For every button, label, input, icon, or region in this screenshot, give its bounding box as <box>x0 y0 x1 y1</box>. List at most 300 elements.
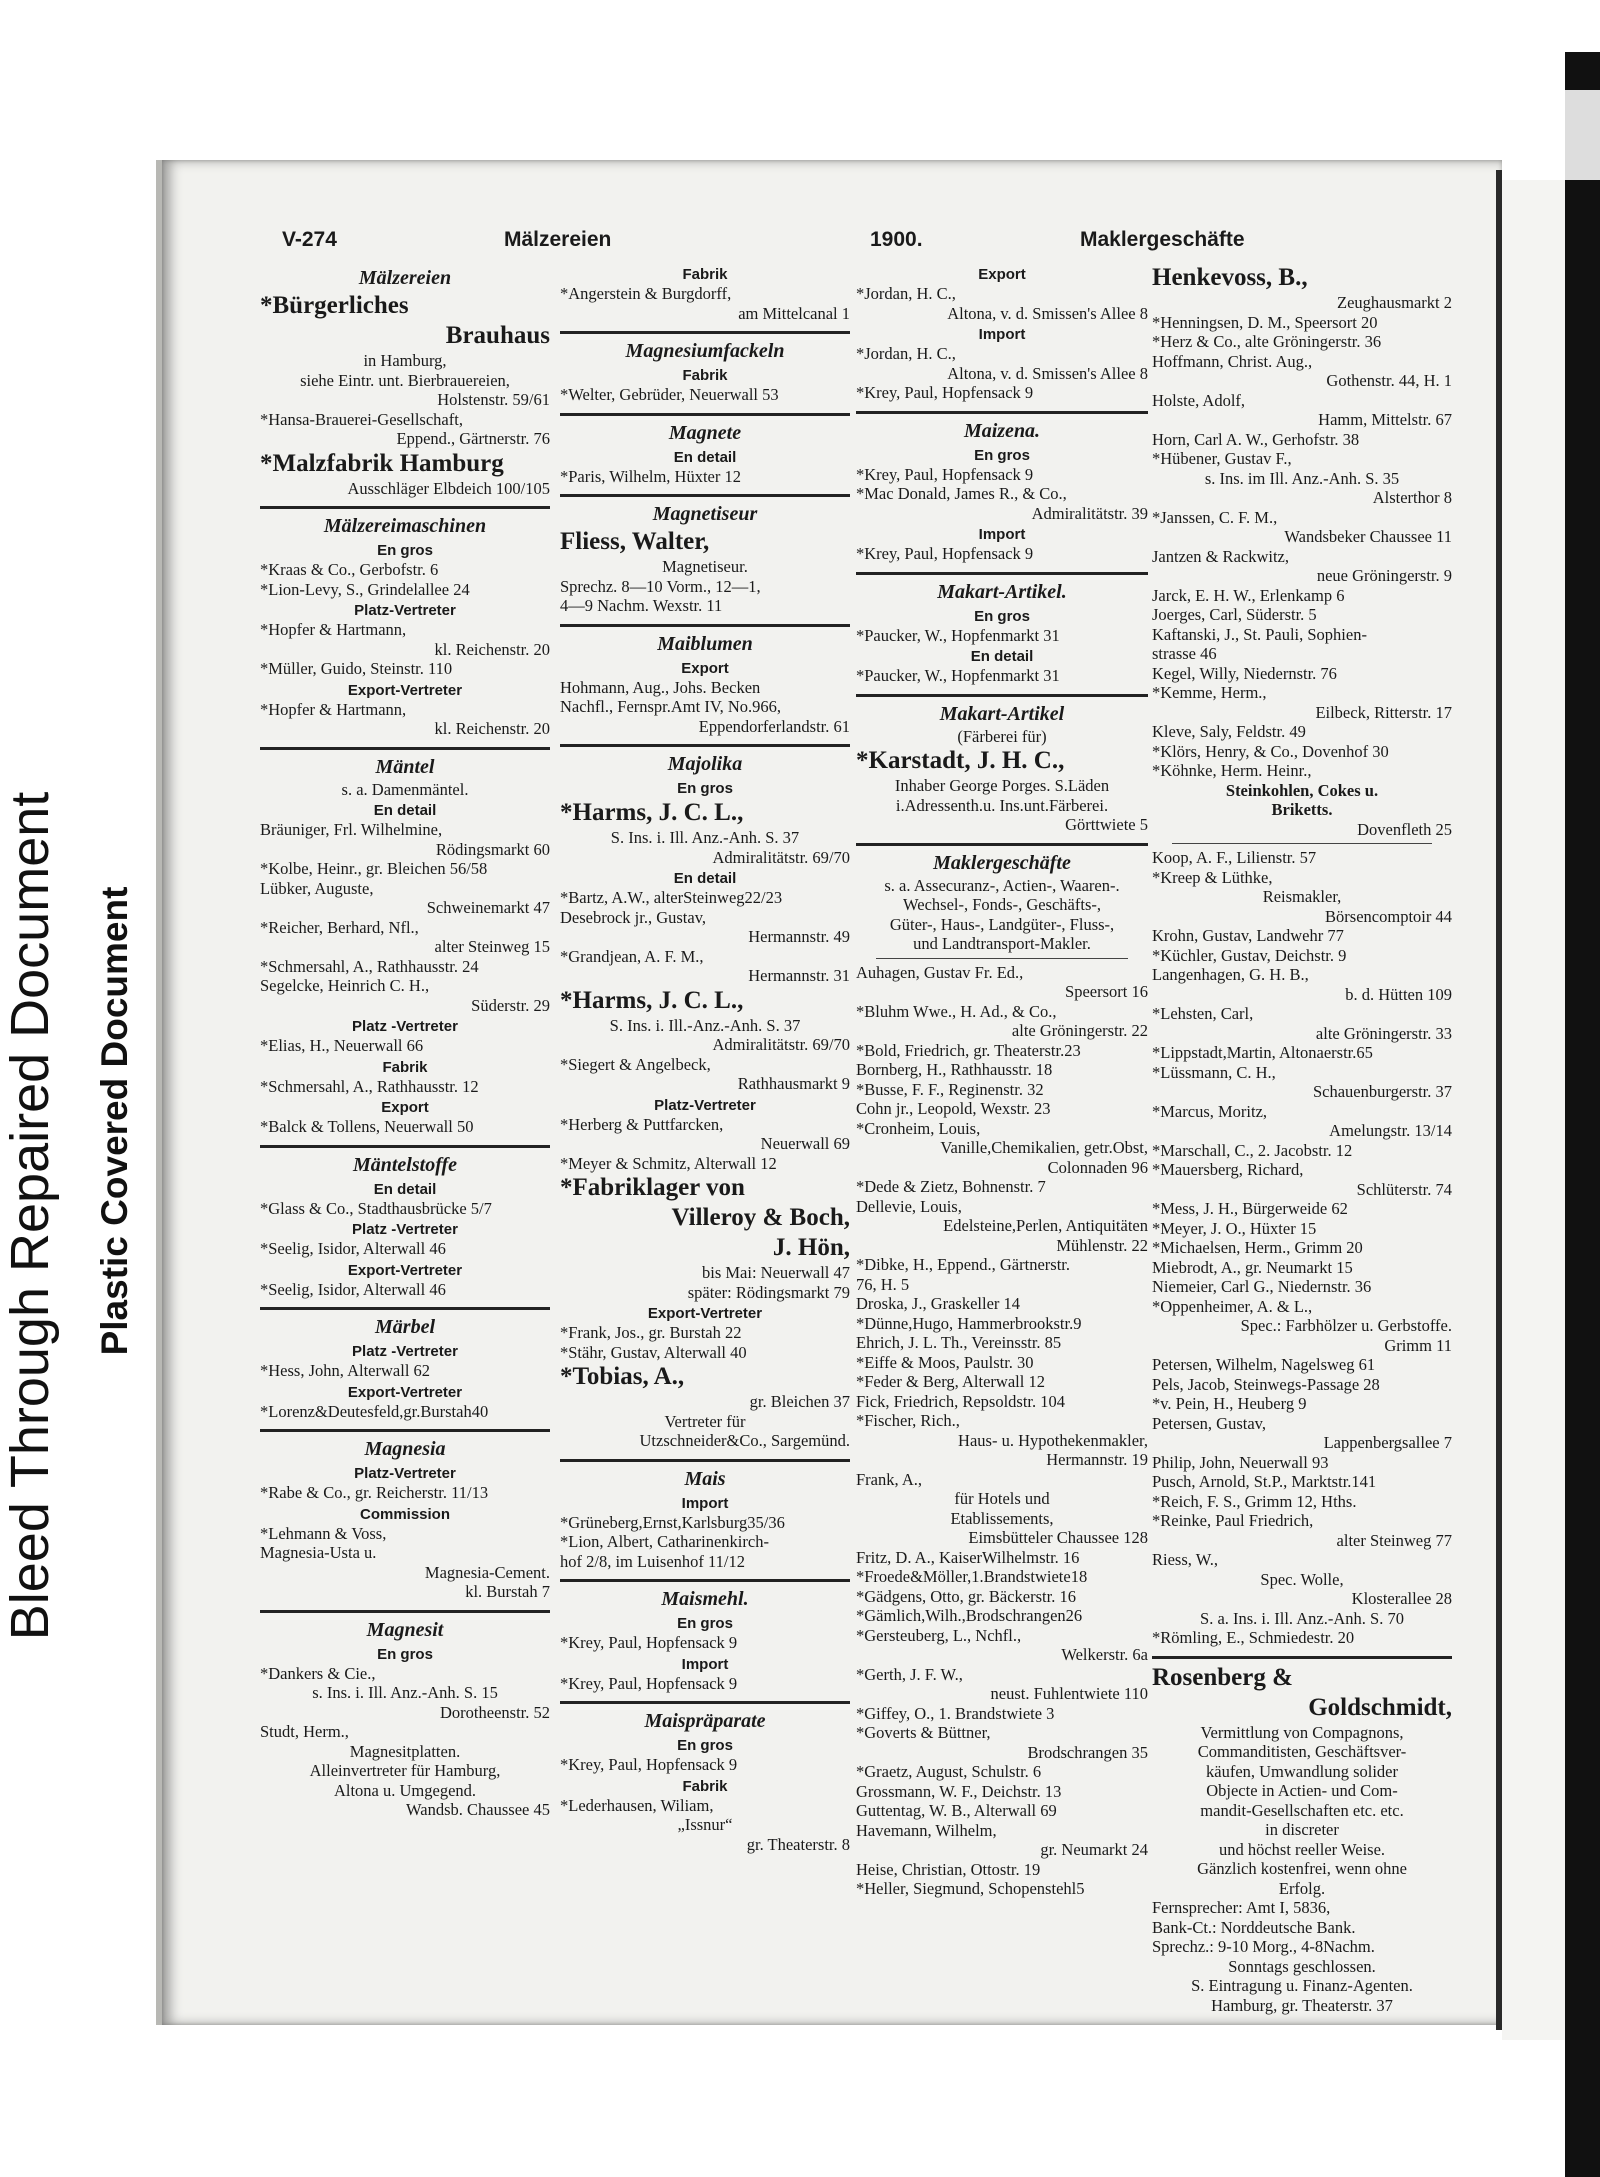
column-4 <box>1152 263 1452 2015</box>
section-heading: Magnesiumfackeln <box>625 340 785 362</box>
subheading: Commission <box>359 1505 450 1523</box>
section-rule <box>560 1579 850 1582</box>
centered-line: in Hamburg, <box>363 351 447 370</box>
subheading: Export <box>381 1099 429 1116</box>
entry-line: *Herberg & Puttfarcken, <box>560 1114 724 1134</box>
centered-line: S. a. Ins. i. Ill. Anz.-Anh. S. 70 <box>1200 1608 1404 1628</box>
featured-entry: Henkevoss, B., <box>1152 264 1308 291</box>
entry-continuation: Alsterthor 8 <box>1372 488 1452 507</box>
entry-continuation: Lappenbergsallee 7 <box>1323 1433 1452 1452</box>
section-rule <box>260 1145 550 1148</box>
header-right-title: Maklergeschäfte <box>1080 228 1245 251</box>
entry-continuation: Utzschneider&Co., Sargemünd. <box>639 1431 850 1450</box>
featured-entry: Fliess, Walter, <box>560 528 710 555</box>
entry-line: Petersen, Gustav, <box>1152 1413 1266 1433</box>
entry-line: hof 2/8, im Luisenhof 11/12 <box>560 1551 745 1571</box>
centered-line: in discreter <box>1265 1820 1339 1839</box>
subheading: Fabrik <box>382 1058 428 1076</box>
entry-line: Philip, John, Neuerwall 93 <box>1152 1452 1329 1472</box>
entry-continuation: alter Steinweg 77 <box>1336 1530 1452 1550</box>
section-heading: Maismehl. <box>661 1588 749 1610</box>
entry-continuation: Hermannstr. 31 <box>748 966 850 985</box>
entry-line: *Krey, Paul, Hopfensack 9 <box>560 1633 738 1652</box>
entry-line: *Lehmann & Voss, <box>260 1523 387 1543</box>
entry-line: *Hopfer & Hartmann, <box>260 699 407 719</box>
subheading: Import <box>978 326 1026 343</box>
entry-line: *Meyer & Schmitz, Alterwall 12 <box>560 1153 777 1173</box>
section-rule <box>260 1429 550 1432</box>
entry-line: *Paris, Wilhelm, Hüxter 12 <box>560 466 741 486</box>
subheading: En detail <box>673 448 737 466</box>
entry-continuation: Schauenburgerstr. 37 <box>1312 1082 1452 1101</box>
entry-continuation: Wandsbeker Chaussee 11 <box>1284 527 1452 546</box>
entry-line: *Küchler, Gustav, Deichstr. 9 <box>1152 945 1347 965</box>
entry-line: Havemann, Wilhelm, <box>856 1820 997 1840</box>
centered-line: Objecte in Actien- und Com- <box>1206 1781 1398 1800</box>
entry-continuation: kl. Reichenstr. 20 <box>434 639 550 659</box>
featured-entry: *Tobias, A., <box>560 1363 685 1390</box>
entry-line: *Lion, Albert, Catharinenkirch- <box>560 1532 769 1551</box>
centered-line: Spec. Wolle, <box>1260 1569 1344 1589</box>
subheading: Import <box>978 526 1026 543</box>
entry-line: Bank-Ct.: Norddeutsche Bank. <box>1152 1917 1356 1937</box>
side-label-text-2: Plastic Covered Document <box>94 886 135 1356</box>
entry-continuation: Eilbeck, Ritterstr. 17 <box>1315 702 1452 722</box>
entry-continuation: Klosterallee 28 <box>1351 1589 1452 1608</box>
entry-line: *Busse, F. F., Reginenstr. 32 <box>856 1079 1044 1099</box>
centered-line: Magnetiseur. <box>662 557 748 576</box>
entry-continuation: neust. Fuhlentwiete 110 <box>990 1684 1148 1703</box>
entry-continuation: Rathhausmarkt 9 <box>737 1074 850 1093</box>
centered-line: käufen, Umwandlung solider <box>1206 1761 1398 1781</box>
section-heading: Magnete <box>668 421 742 444</box>
entry-line: Bräuniger, Frl. Wilhelmine, <box>260 820 443 839</box>
centered-line: Reismakler, <box>1262 887 1342 906</box>
featured-entry: *Harms, J. C. L., <box>560 986 744 1014</box>
entry-line: *v. Pein, H., Heuberg 9 <box>1152 1394 1307 1413</box>
entry-line: *Bold, Friedrich, gr. Theaterstr.23 <box>856 1040 1081 1060</box>
subheading: Export <box>681 659 729 677</box>
entry-continuation: Edelsteine,Perlen, Antiquitäten <box>943 1216 1148 1235</box>
entry-line: *Siegert & Angelbeck, <box>560 1054 711 1074</box>
entry-line: Hoffmann, Christ. Aug., <box>1152 351 1313 371</box>
entry-line: *Bartz, A.W., alterSteinweg22/23 <box>560 888 783 907</box>
centered-line: Wechsel-, Fonds-, Geschäfts-, <box>903 895 1101 914</box>
entry-line: *Fischer, Rich., <box>856 1411 960 1430</box>
entry-line: Fritz, D. A., KaiserWilhelmstr. 16 <box>856 1547 1080 1567</box>
centered-line: s. Ins. i. Ill. Anz.-Anh. S. 15 <box>312 1683 498 1702</box>
entry-line: *Krey, Paul, Hopfensack 9 <box>856 383 1034 402</box>
entry-continuation: Dovenfleth 25 <box>1357 819 1452 839</box>
entry-continuation: Haus- u. Hypothekenmakler, <box>958 1430 1148 1450</box>
header-year: 1900. <box>870 228 923 251</box>
entry-line: *Lüssmann, C. H., <box>1152 1062 1276 1082</box>
featured-line: Steinkohlen, Cokes u. <box>1225 780 1379 800</box>
featured-entry: *Fabriklager von <box>560 1174 745 1201</box>
entry-line: *Mac Donald, James R., & Co., <box>856 484 1067 503</box>
entry-line: *Jordan, H. C., <box>856 344 956 363</box>
entry-line: *Jordan, H. C., <box>856 284 956 303</box>
entry-continuation: b. d. Hütten 109 <box>1345 984 1452 1004</box>
entry-continuation: Hermannstr. 49 <box>748 927 850 946</box>
subheading: Fabrik <box>682 367 728 384</box>
subheading: En gros <box>974 446 1030 464</box>
featured-entry: *Malzfabrik Hamburg <box>260 449 504 477</box>
entry-line: *Dede & Zietz, Bohnenstr. 7 <box>856 1177 1046 1196</box>
entry-continuation: Börsencomptoir 44 <box>1325 906 1452 926</box>
entry-line: *Kreep & Lüthke, <box>1152 867 1273 887</box>
entry-line: *Krey, Paul, Hopfensack 9 <box>856 464 1034 484</box>
centered-line: Güter-, Haus-, Landgüter-, Fluss-, <box>889 914 1115 934</box>
subheading: En gros <box>377 1645 433 1663</box>
entry-continuation: Speersort 16 <box>1065 982 1148 1001</box>
entry-continuation: Admiralitätstr. 39 <box>1031 503 1148 523</box>
scan-edge-light <box>1565 90 1600 180</box>
centered-line: Hamburg, gr. Theaterstr. 37 <box>1211 1995 1393 2015</box>
featured-entry: *Harms, J. C. L., <box>560 799 744 826</box>
centered-line: i.Adressenth.u. Ins.unt.Färberei. <box>895 795 1109 815</box>
section-heading: Mäntel <box>375 755 435 778</box>
entry-line: *Janssen, C. F. M., <box>1152 507 1278 527</box>
entry-line: *Welter, Gebrüder, Neuerwall 53 <box>560 385 779 404</box>
subheading: Fabrik <box>682 1777 728 1795</box>
entry-line: Koop, A. F., Lilienstr. 57 <box>1152 848 1317 867</box>
entry-continuation: später: Rödingsmarkt 79 <box>687 1282 850 1302</box>
entry-line: Fernsprecher: Amt I, 5836, <box>1152 1898 1331 1917</box>
entry-line: *Dibke, H., Eppend., Gärtnerstr. <box>856 1255 1070 1274</box>
section-rule <box>560 744 850 747</box>
entry-line: *Herz & Co., alte Gröningerstr. 36 <box>1152 332 1382 351</box>
entry-line: *Hopfer & Hartmann, <box>260 620 407 639</box>
section-heading: Mälzereimaschinen <box>323 515 487 537</box>
section-heading: Mais <box>684 1467 726 1490</box>
entry-line: strasse 46 <box>1152 644 1217 663</box>
entry-line: Sprechz. 8—10 Vorm., 12—1, <box>560 576 761 596</box>
section-rule <box>560 1459 850 1462</box>
section-heading: Magnesit <box>366 1618 444 1641</box>
entry-continuation: alte Gröningerstr. 33 <box>1315 1023 1452 1043</box>
entry-line: Droska, J., Graskeller 14 <box>856 1294 1021 1313</box>
subheading: En gros <box>677 1615 733 1632</box>
entry-continuation: Admiralitätstr. 69/70 <box>712 1035 850 1054</box>
section-rule <box>260 1307 550 1310</box>
entry-line: *Köhnke, Herm. Heinr., <box>1152 761 1312 780</box>
entry-line: *Grandjean, A. F. M., <box>560 946 704 966</box>
section-rule <box>260 747 550 750</box>
entry-line: *Henningsen, D. M., Speersort 20 <box>1152 312 1378 332</box>
entry-line: Jantzen & Rackwitz, <box>1152 546 1289 566</box>
entry-continuation: alte Gröningerstr. 22 <box>1011 1021 1148 1040</box>
section-rule <box>260 1610 550 1613</box>
entry-line: Frank, A., <box>856 1469 922 1489</box>
entry-continuation: Altona, v. d. Smissen's Allee 8 <box>947 303 1148 323</box>
entry-continuation: Grimm 11 <box>1384 1335 1452 1355</box>
subheading: Platz-Vertreter <box>654 1096 756 1114</box>
page-header <box>282 228 1432 258</box>
entry-line: Riess, W., <box>1152 1550 1219 1569</box>
centered-line: s. a. Damenmäntel. <box>341 779 469 799</box>
separator-rule <box>876 958 1128 959</box>
entry-continuation: gr. Bleichen 37 <box>749 1392 850 1411</box>
entry-line: *Angerstein & Burgdorff, <box>560 284 732 303</box>
entry-line: *Bluhm Wwe., H. Ad., & Co., <box>856 1001 1057 1021</box>
featured-entry: *Karstadt, J. H. C., <box>856 747 1065 774</box>
entry-continuation: Görttwiete 5 <box>1065 815 1148 834</box>
featured-entry: Villeroy & Boch, <box>671 1204 850 1231</box>
side-label-bleed-through <box>0 616 61 1816</box>
entry-line: Lübker, Auguste, <box>260 878 374 898</box>
entry-line: Hohmann, Aug., Johs. Becken <box>560 677 761 697</box>
section-heading: Maizena. <box>963 419 1041 442</box>
column-3 <box>856 263 1148 1899</box>
subheading: En gros <box>677 780 733 797</box>
entry-line: *Giffey, O., 1. Brandstwiete 3 <box>856 1703 1055 1723</box>
entry-continuation: Hamm, Mittelstr. 67 <box>1318 410 1452 429</box>
entry-line: *Rabe & Co., gr. Reicherstr. 11/13 <box>260 1483 489 1502</box>
entry-line: *Eiffe & Moos, Paulstr. 30 <box>856 1352 1034 1372</box>
entry-line: 4—9 Nachm. Wexstr. 11 <box>560 596 723 615</box>
subheading: En detail <box>970 648 1034 665</box>
subheading: En gros <box>677 1737 733 1754</box>
centered-line: Erfolg. <box>1278 1878 1326 1898</box>
entry-line: *Klörs, Henry, & Co., Dovenhof 30 <box>1152 741 1389 761</box>
entry-line: *Lion-Levy, S., Grindelallee 24 <box>260 579 470 599</box>
entry-line: Krohn, Gustav, Landwehr 77 <box>1152 926 1344 945</box>
entry-line: *Lippstadt,Martin, Altonaerstr.65 <box>1152 1043 1373 1062</box>
entry-continuation: Altona, v. d. Smissen's Allee 8 <box>947 363 1148 383</box>
entry-line: *Seelig, Isidor, Alterwall 46 <box>260 1279 446 1299</box>
entry-continuation: Brodschrangen 35 <box>1027 1742 1148 1762</box>
entry-continuation: kl. Burstah 7 <box>465 1582 550 1601</box>
entry-line: *Frank, Jos., gr. Burstah 22 <box>560 1323 742 1342</box>
section-rule <box>560 331 850 334</box>
page-number: V-274 <box>282 228 337 251</box>
entry-continuation: Ausschläger Elbdeich 100/105 <box>347 478 550 498</box>
entry-line: *Cronheim, Louis, <box>856 1118 981 1138</box>
centered-line: Altona u. Umgegend. <box>333 1780 477 1800</box>
section-heading: Magnesia <box>364 1438 446 1460</box>
entry-line: *Hansa-Brauerei-Gesellschaft, <box>260 409 463 429</box>
scan-background <box>0 0 1600 52</box>
entry-continuation: Wandsb. Chaussee 45 <box>406 1800 550 1819</box>
entry-continuation: Dorotheenstr. 52 <box>440 1702 550 1722</box>
entry-line: *Stähr, Gustav, Alterwall 40 <box>560 1342 747 1362</box>
section-rule <box>856 572 1148 575</box>
entry-continuation: gr. Theaterstr. 8 <box>746 1834 850 1854</box>
entry-continuation: Magnesia-Cement. <box>424 1562 550 1582</box>
section-heading: Mälzereien <box>358 267 452 289</box>
entry-continuation: Holstenstr. 59/61 <box>437 390 550 409</box>
entry-continuation: Zeughausmarkt 2 <box>1336 293 1452 312</box>
entry-line: Pusch, Arnold, St.P., Marktstr.141 <box>1152 1472 1377 1491</box>
entry-line: Jarck, E. H. W., Erlenkamp 6 <box>1152 585 1345 605</box>
entry-continuation: Spec.: Farbhölzer u. Gerbstoffe. <box>1240 1316 1452 1335</box>
entry-line: Studt, Herm., <box>260 1722 349 1741</box>
featured-entry: Rosenberg & <box>1152 1663 1293 1691</box>
entry-line: Petersen, Wilhelm, Nagelsweg 61 <box>1152 1355 1376 1374</box>
entry-continuation: Gothenstr. 44, H. 1 <box>1326 371 1452 390</box>
side-label-text: Bleed Through Repaired Document <box>0 791 60 1641</box>
scan-edge-dark <box>1565 52 1600 2177</box>
entry-continuation: Welkerstr. 6a <box>1061 1645 1148 1664</box>
entry-line: *Glass & Co., Stadthausbrücke 5/7 <box>260 1198 492 1218</box>
entry-line: *Gädgens, Otto, gr. Bäckerstr. 16 <box>856 1586 1076 1606</box>
entry-continuation: Eppend., Gärtnerstr. 76 <box>396 429 550 448</box>
entry-continuation: Admiralitätstr. 69/70 <box>712 847 850 867</box>
centered-line: für Hotels und <box>954 1489 1050 1508</box>
entry-continuation: Süderstr. 29 <box>471 995 550 1015</box>
entry-line: *Kemme, Herm., <box>1152 683 1267 702</box>
side-label-plastic-covered <box>94 521 136 1721</box>
centered-line: s. a. Assecuranz-, Actien-, Waaren-. <box>884 875 1120 895</box>
entry-line: *Römling, E., Schmiedestr. 20 <box>1152 1628 1355 1647</box>
subheading: Import <box>681 1655 729 1673</box>
entry-line: *Gämlich,Wilh.,Brodschrangen26 <box>856 1606 1083 1625</box>
entry-continuation: Mühlenstr. 22 <box>1056 1235 1148 1255</box>
entry-line: *Lehsten, Carl, <box>1152 1004 1254 1023</box>
entry-line: Pels, Jacob, Steinwegs-Passage 28 <box>1152 1374 1380 1394</box>
entry-line: *Gersteuberg, L., Nchfl., <box>856 1625 1022 1645</box>
section-rule <box>856 411 1148 414</box>
entry-continuation: am Mittelcanal 1 <box>738 303 850 323</box>
subheading: En gros <box>377 542 433 559</box>
entry-continuation: gr. Neumarkt 24 <box>1040 1840 1148 1859</box>
entry-line: *Gerth, J. F. W., <box>856 1664 963 1684</box>
entry-line: *Reich, F. S., Grimm 12, Hths. <box>1152 1491 1357 1511</box>
entry-line: 76, H. 5 <box>856 1274 910 1294</box>
centered-line: Inhaber George Porges. S.Läden <box>894 776 1110 795</box>
entry-line: *Schmersahl, A., Rathhausstr. 12 <box>260 1076 479 1096</box>
centered-line: und Landtransport-Makler. <box>913 934 1091 953</box>
entry-line: *Hess, John, Alterwall 62 <box>260 1361 431 1380</box>
centered-line: s. Ins. im Ill. Anz.-Anh. S. 35 <box>1204 468 1400 488</box>
entry-line: *Graetz, August, Schulstr. 6 <box>856 1762 1042 1781</box>
entry-line: *Paucker, W., Hopfenmarkt 31 <box>856 625 1060 645</box>
subheading: Export-Vertreter <box>647 1305 763 1322</box>
entry-continuation: Vanille,Chemikalien, getr.Obst, <box>940 1138 1148 1157</box>
entry-line: *Lederhausen, Wiliam, <box>560 1795 714 1815</box>
entry-continuation: Colonnaden 96 <box>1047 1157 1148 1177</box>
centered-line: und höchst reeller Weise. <box>1218 1839 1386 1859</box>
entry-continuation: Rödingsmarkt 60 <box>435 839 550 859</box>
entry-line: *Kolbe, Heinr., gr. Bleichen 56/58 <box>260 859 488 878</box>
centered-line: „Issnur“ <box>677 1815 733 1834</box>
entry-line: *Krey, Paul, Hopfensack 9 <box>856 544 1034 563</box>
subheading: Export-Vertreter <box>347 1383 463 1401</box>
centered-line: S. Ins. i. Ill.-Anz.-Anh. S. 37 <box>609 1015 801 1035</box>
section-rule <box>856 694 1148 697</box>
entry-continuation: Hermannstr. 19 <box>1046 1450 1148 1469</box>
entry-line: Magnesia-Usta u. <box>260 1543 377 1562</box>
subheading: Platz-Vertreter <box>354 602 456 619</box>
section-heading: Mäntelstoffe <box>352 1153 458 1176</box>
section-rule <box>560 1701 850 1704</box>
entry-line: Sprechz.: 9-10 Morg., 4-8Nachm. <box>1152 1937 1375 1956</box>
entry-continuation: bis Mai: Neuerwall 47 <box>701 1263 850 1282</box>
featured-entry: J. Hön, <box>772 1234 850 1261</box>
entry-line: *Heller, Siegmund, Schopenstehl5 <box>856 1879 1085 1898</box>
entry-line: *Meyer, J. O., Hüxter 15 <box>1152 1218 1317 1238</box>
centered-line: S. Ins. i. Ill. Anz.-Anh. S. 37 <box>610 828 800 847</box>
section-rule <box>560 494 850 497</box>
centered-line: S. Eintragung u. Finanz-Agenten. <box>1191 1976 1413 1995</box>
centered-line: Alleinvertreter für Hamburg, <box>309 1761 501 1780</box>
subheading: Platz -Vertreter <box>352 1018 458 1035</box>
entry-line: Heise, Christian, Ottostr. 19 <box>856 1859 1041 1879</box>
section-heading: Maispräparate <box>644 1710 766 1732</box>
entry-line: *Mauersberg, Richard, <box>1152 1160 1304 1179</box>
section-heading: Maiblumen <box>657 632 753 655</box>
entry-line: Langenhagen, G. H. B., <box>1152 965 1309 984</box>
subheading: Platz -Vertreter <box>352 1221 458 1238</box>
entry-line: *Lorenz&Deutesfeld,gr.Burstah40 <box>260 1401 489 1421</box>
entry-line: Cohn jr., Leopold, Wexstr. 23 <box>856 1099 1051 1118</box>
section-heading: Majolika <box>667 753 743 775</box>
entry-line: Dellevie, Louis, <box>856 1196 962 1216</box>
section-rule <box>260 506 550 509</box>
subheading: Import <box>681 1494 729 1512</box>
entry-line: Guttentag, W. B., Alterwall 69 <box>856 1801 1057 1820</box>
entry-continuation: Eppendorferlandstr. 61 <box>698 716 850 736</box>
centered-line: Etablissements, <box>950 1508 1054 1528</box>
subheading: En detail <box>673 870 737 887</box>
subheading: Export <box>978 266 1026 283</box>
entry-line: Segelcke, Heinrich C. H., <box>260 976 430 995</box>
column-2 <box>560 263 850 1854</box>
entry-line: *Reicher, Berhard, Nfl., <box>260 917 419 937</box>
subheading: Export-Vertreter <box>347 681 463 699</box>
section-heading: Makart-Artikel. <box>937 580 1067 603</box>
section-heading: Magnetiseur <box>652 503 758 525</box>
subheading: En detail <box>373 1180 437 1198</box>
centered-line: Vermittlung von Compagnons, <box>1200 1722 1404 1742</box>
entry-line: Fick, Friedrich, Repsoldstr. 104 <box>856 1391 1065 1411</box>
subheading: Platz-Vertreter <box>354 1465 456 1482</box>
entry-continuation: alter Steinweg 15 <box>434 937 550 956</box>
entry-line: *Marcus, Moritz, <box>1152 1101 1268 1121</box>
entry-continuation: Eimsbütteler Chaussee 128 <box>968 1528 1148 1547</box>
column-1 <box>260 263 550 1820</box>
entry-line: *Kraas & Co., Gerbofstr. 6 <box>260 560 439 579</box>
entry-line: Miebrodt, A., gr. Neumarkt 15 <box>1152 1257 1353 1277</box>
subheading: Fabrik <box>682 266 728 283</box>
entry-line: *Balck & Tollens, Neuerwall 50 <box>260 1117 474 1136</box>
entry-line: *Paucker, W., Hopfenmarkt 31 <box>856 666 1060 685</box>
separator-rule <box>1172 843 1432 844</box>
section-rule <box>560 413 850 416</box>
subheading: Platz -Vertreter <box>352 1343 458 1360</box>
centered-line: (Färberei für) <box>957 726 1047 746</box>
entry-line: *Müller, Guido, Steinstr. 110 <box>260 659 453 678</box>
entry-line: *Krey, Paul, Hopfensack 9 <box>560 1673 738 1693</box>
entry-line: Ehrich, J. L. Th., Vereinsstr. 85 <box>856 1333 1062 1352</box>
section-heading: Makart-Artikel <box>939 702 1065 725</box>
entry-line: *Mess, J. H., Bürgerweide 62 <box>1152 1199 1348 1218</box>
header-left-title: Mälzereien <box>504 228 612 251</box>
entry-line: *Feder & Berg, Alterwall 12 <box>856 1372 1045 1391</box>
entry-continuation: kl. Reichenstr. 20 <box>434 719 550 738</box>
entry-line: *Marschall, C., 2. Jacobstr. 12 <box>1152 1140 1353 1160</box>
centered-line: Magnesitplatten. <box>349 1741 461 1761</box>
entry-line: *Seelig, Isidor, Alterwall 46 <box>260 1239 446 1258</box>
centered-line: mandit-Gesellschaften etc. etc. <box>1200 1800 1404 1820</box>
featured-entry: *Bürgerliches <box>260 292 409 319</box>
section-heading: Märbel <box>375 1316 435 1338</box>
entry-line: Bornberg, H., Rathhausstr. 18 <box>856 1060 1053 1079</box>
entry-continuation: Schlüterstr. 74 <box>1356 1179 1452 1199</box>
subheading: Export-Vertreter <box>347 1261 463 1279</box>
entry-continuation: Neuerwall 69 <box>760 1134 850 1153</box>
